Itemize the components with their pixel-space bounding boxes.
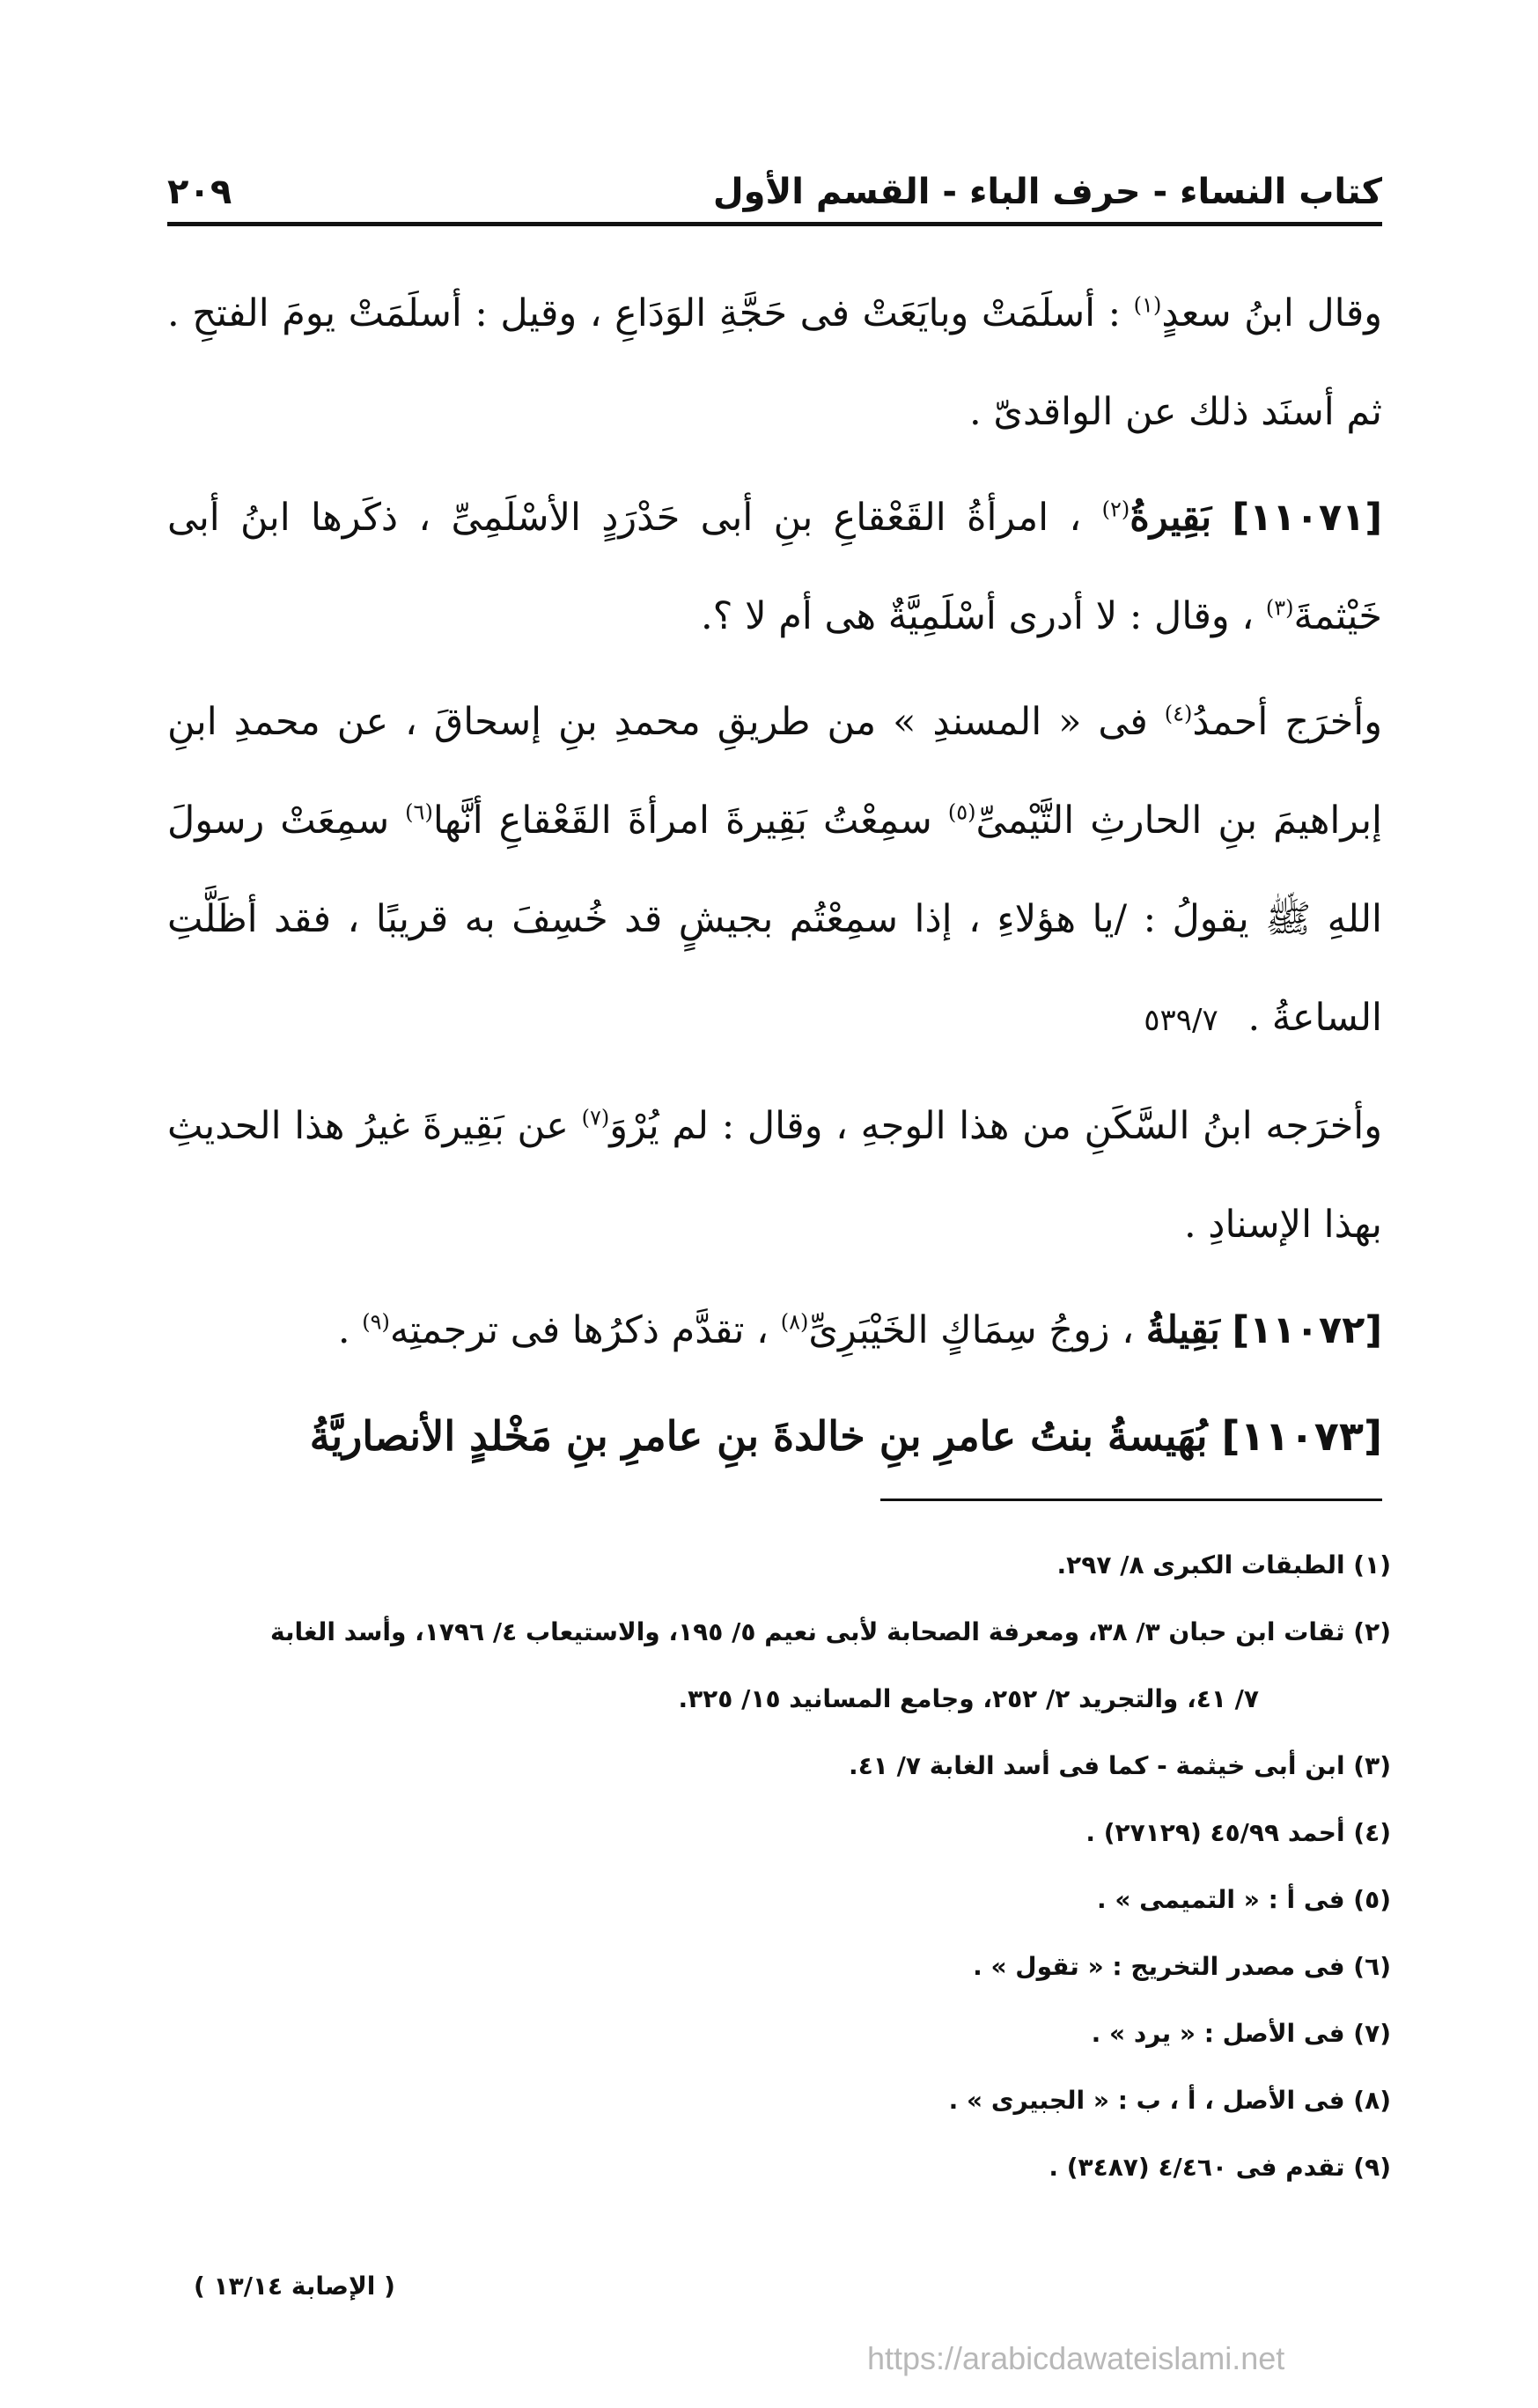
- footnote-4: (٤) أحمد ٤٥/٩٩ (٢٧١٢٩) .: [1085, 1818, 1391, 1847]
- header-rule: [167, 222, 1382, 226]
- watermark-url: https://arabicdawateislami.net: [867, 2340, 1285, 2376]
- footnote-ref-3[interactable]: (٣): [1265, 595, 1294, 621]
- p5-text-c: .: [337, 1308, 350, 1352]
- p5-text-b: ، تقدَّم ذكرُها فى ترجمتِه: [389, 1308, 769, 1352]
- entry-11071: [167, 468, 1382, 666]
- footnote-ref-2[interactable]: (٢): [1101, 497, 1130, 522]
- footnotes: [167, 1532, 1391, 2201]
- footnote-ref-5[interactable]: (٥): [947, 799, 976, 825]
- p4-text-b: عن بَقِيرةَ غيرُ هذا الحديثِ بهذا الإسنادِ .: [167, 1104, 1382, 1247]
- p3-text-a: وأخرَج أحمدُ: [1192, 700, 1383, 744]
- margin-reference: ٥٣٩/٧: [1144, 1003, 1218, 1038]
- p3-text-c: سمِعْتُ بَقِيرةَ امرأةَ القَعْقاعِ أنَّها: [432, 799, 932, 843]
- footnote-5: (٥) فى أ : « التميمى » .: [1096, 1885, 1391, 1914]
- footnote-1: (١) الطبقات الكبرى ٨/ ٢٩٧.: [1056, 1550, 1391, 1580]
- entry-number: [١١٠٧٣]: [1221, 1412, 1382, 1460]
- p4-text-a: وأخرَجه ابنُ السَّكَنِ من هذا الوجهِ ، وقال : لم يُرْوَ: [609, 1104, 1382, 1148]
- header-title: كتاب النساء - حرف الباء - القسم الأول: [712, 172, 1382, 212]
- p3-text-b: فى « المسندِ » من طريقِ محمدِ بنِ إسحاقَ ، عن محمدِ ابنِ إبراهيمَ بنِ الحارثِ التَّيْمىِّ: [167, 700, 1382, 843]
- footnote-6: (٦) فى مصدر التخريج : « تقول » .: [973, 1952, 1391, 1981]
- footnote-rule: [880, 1499, 1382, 1501]
- footnote-ref-6[interactable]: (٦): [405, 799, 433, 825]
- entry-name: بَقِيلةُ: [1145, 1308, 1220, 1352]
- entry-name: بَقِيرةُ: [1130, 496, 1212, 540]
- footnote-ref-8[interactable]: (٨): [780, 1309, 809, 1335]
- footnote-2-continued: ٧/ ٤١، والتجريد ٢/ ٢٥٢، وجامع المسانيد ١٥/ ٣٢٥.: [678, 1684, 1259, 1713]
- signature-mark: ( الإصابة ١٣/١٤ ): [194, 2272, 395, 2301]
- footnote-ref-7[interactable]: (٧): [581, 1105, 610, 1130]
- page-number: ٢٠٩: [167, 172, 232, 212]
- paragraph-1: [167, 264, 1382, 461]
- footnote-ref-4[interactable]: (٤): [1164, 701, 1193, 726]
- p3-text-d: سمِعَتْ رسولَ اللهِ ﷺ يقولُ : /يا هؤلاءِ ، إذا سمِعْتُم بجيشٍ قد خُسِفَ به قريبًا ، فقد أظَلَّتِ الساعةُ .: [167, 799, 1382, 1040]
- footnote-7: (٧) فى الأصل : « يرد » .: [1091, 2019, 1391, 2048]
- entry-number: [١١٠٧٢]: [1232, 1308, 1382, 1352]
- main-text: [167, 264, 1382, 1492]
- entry-number: [١١٠٧١]: [1232, 496, 1382, 540]
- p2-text-b: ، وقال : لا أدرى أسْلَمِيَّةٌ هى أم لا ؟.: [700, 594, 1255, 638]
- footnote-2: (٢) ثقات ابن حبان ٣/ ٣٨، ومعرفة الصحابة لأبى نعيم ٥/ ١٩٥، والاستيعاب ٤/ ١٧٩٦، وأسد الغابة: [270, 1617, 1391, 1646]
- entry-11072: [167, 1281, 1382, 1380]
- entry-11073: [167, 1387, 1382, 1485]
- footnote-ref-9[interactable]: (٩): [362, 1309, 390, 1335]
- footnote-8: (٨) فى الأصل ، أ ، ب : « الجبيرى » .: [948, 2086, 1391, 2115]
- footnote-9: (٩) تقدم فى ٤/٤٦٠ (٣٤٨٧) .: [1049, 2153, 1391, 2182]
- p2-text-a: ، امرأةُ القَعْقاعِ بنِ أبى حَدْرَدٍ الأسْلَمِىِّ ، ذكَرها ابنُ أبى خَيْثمةَ: [167, 496, 1382, 638]
- p1-text-a: وقال ابنُ سعدٍ: [1161, 291, 1383, 335]
- footnote-ref-1[interactable]: (١): [1133, 292, 1162, 318]
- paragraph-4: [167, 1077, 1382, 1274]
- footnote-3: (٣) ابن أبى خيثمة - كما فى أسد الغابة ٧/ ٤١.: [849, 1751, 1391, 1780]
- entry-name: بُهَيسةُ بنتُ عامرِ بنِ خالدةَ بنِ عامرِ بنِ مَخْلدٍ الأنصاريَّةُ: [309, 1412, 1208, 1460]
- p5-text-a: ، زوجُ سِمَاكٍ الخَيْبَرِىِّ: [808, 1308, 1135, 1352]
- running-header: [167, 148, 1382, 210]
- p1-text-b: : أسلَمَتْ وبايَعَتْ فى حَجَّةِ الوَدَاعِ ، وقيل : أسلَمَتْ يومَ الفتحِ . ثم أسنَد ذلك عن الواقدىّ .: [167, 291, 1382, 434]
- paragraph-3: [167, 673, 1382, 1070]
